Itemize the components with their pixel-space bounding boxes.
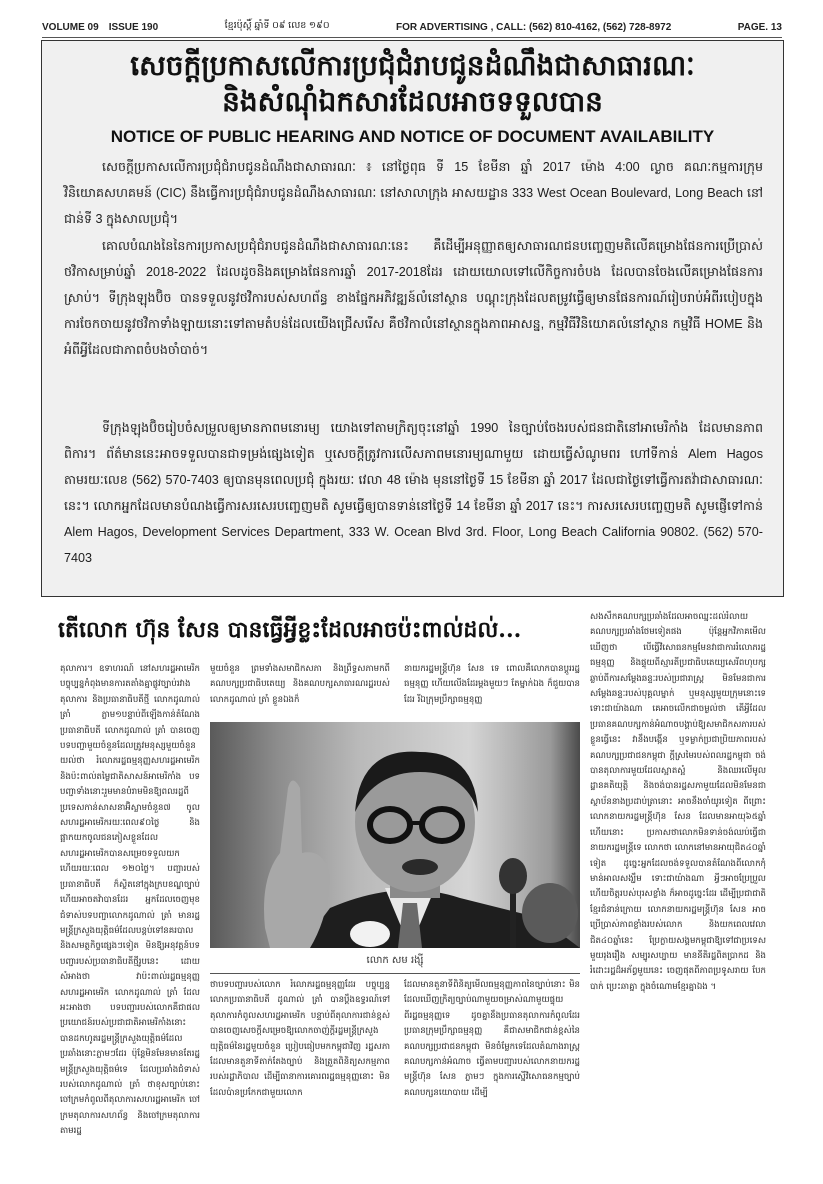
article-text: នាយករដ្ឋមន្ត្រីហ៊ុន សែន ទេ ពោលគឺលោកបានប្តូររដ្ឋធម្មនុញ្ញ ហើយលើងដែរម្តងមួយៗ តែម្នាក់ឯង ក៏ជួយបានដែរ រីឯក្រុមប្រឹក្សាធម្មនុញ្ញ bbox=[404, 664, 580, 705]
issue-label: ISSUE 190 bbox=[108, 22, 159, 33]
notice-paragraph-1: សេចក្តីប្រកាសលើការប្រជុំជំរាបជូនដំណឹងជាសាធារណៈ ៖ នៅថ្ងៃពុធ ទី 15 ខែមីនា ឆ្នាំ 2017 ម៉ោង 4:00 ល្ងាច គណៈកម្មការក្រុមវិនិយោគសហគមន៍ (CIC) នឹងធ្វើការប្រជុំជំរាបជូនដំណឹងសាធារណៈ នៅសាលាក្រុង អាសយដ្ឋាន 333 West Ocean Boulevard, Long Beach នៅជាន់ទី 3 ក្នុងសាលប្រជុំ។ bbox=[64, 160, 763, 226]
article-column-2-bottom bbox=[210, 978, 390, 1101]
article-column-1 bbox=[60, 662, 200, 1140]
article-column-3-bottom bbox=[404, 978, 580, 1101]
notice-title-khmer-line2: និងសំណុំឯកសារដែលអាចទទួលបាន bbox=[222, 85, 603, 118]
article-headline: តើលោក ហ៊ុន សែន បានធ្វើអ្វីខ្លះដែលអាចប៉ះពាល់ដល់... bbox=[58, 617, 522, 643]
article-column-4 bbox=[590, 610, 766, 995]
masthead-left bbox=[42, 22, 158, 33]
volume-label: VOLUME 09 bbox=[42, 22, 99, 33]
article-column-2-top bbox=[210, 662, 390, 708]
notice-paragraph-2: គោលបំណងនៃនៃការប្រកាសប្រជុំជំរាបជូនដំណឹងជាសាធារណៈនេះ គឺដើម្បីអនុញ្ញាតឲ្យសាធារណជនបញ្ចេញមតិលើគម្រោងផែនការប្រើប្រាស់ថវិកាសម្រាប់ឆ្នាំ 2018-2022 ដែលដូចនិងគម្រោងផែនការឆ្នាំ 2017-2018ដែរ ដោយយោលទៅលើកិច្ចការចំបង ដែលបានចែងលើគម្រោងផែនការស្រាប់។ ទីក្រុងឡុងប៊ិច បានទទួលនូវថវិការបស់សហព័ន្ធ ខាងផ្នែកអភិវឌ្ឍន៍លំនៅស្ថាន បណ្តុះក្រុងដែលតម្រូវធ្វើឲ្យមានផែនការណ៍រៀបរាប់អំពីរបៀបក្នុងការចែកចាយនូវថវិកាទាំងឡាយនោះទៅតាមតំបន់ដែលយើងជ្រើសរើស គឺថវិកាលំនៅស្ថានក្នុងភាពអាសន្ន, កម្មវិធីវិនិយោគលំនៅស្ថាន កម្មវិធី HOME និងអំពីអ្វីដែលជាភាពចំបងចាំបាច់។ bbox=[64, 239, 763, 357]
article-photo bbox=[210, 722, 580, 948]
hand-shape bbox=[264, 781, 330, 949]
article-text: សងសឹកគណបក្សប្រឆាំងដែលអាចឈ្នះដល់រំលាយគណបក្សប្រឆាំងថែមទៀតផង ប៉ុន្តែអ្នកវិភាគមើលឃើញថា បើធ្វើវិសោធនកម្មមែនវាជាការរំលោភរដ្ឋធម្មនុញ្ញ និងផ្ទុយពីស្មារតីប្រជាធិបតេយ្យសេរីពហុបក្ស ឆ្លាប់ពីការសម្តែងឆន្ទៈរបស់ប្រជារាស្ត្រ មិនមែនជាការសម្តែងឆន្ទៈរបស់បុគ្គលម្នាក់ ឬមនុស្សមួយក្រុមនោះទេ ទោះជាយ៉ាងណា គេអាចលើកជាចម្ងល់ថា តើអ្វីដែលប្រធានគណបក្សកាន់អំណាចបង្គាប់ឱ្យសមាជិកសភារបស់ខ្លួនធ្វើនេះ វានឹងបង្កើន ឬទម្លាក់ប្រជាប្រិយភាពរបស់គណបក្សប្រជាជនកម្ពុជា ក្តីស្រមៃរបស់ពលរដ្ឋកម្ពុជា ចង់បានតុលាការមួយដែលស្អាតស្អំ និងឈរលើមូលដ្ឋានគតិយុត្តិ និងចង់បានរដ្ឋសភាមួយដែលមិនមែនជាស្ថាប័ននាងប្រដាប់ត្រានោះ អាចនឹងចាំយូរទៀត ពីព្រោះលោកនាយករដ្ឋមន្ត្រីហ៊ុន សែន ដែលមានអាយុ៦៥ឆ្នាំហើយនោះ ប្រកាសថាលោកមិនទាន់ចង់ឈប់ធ្វើជានាយករដ្ឋមន្ត្រីទេ លោកថា លោកនៅមានអាយុជិត៤០ឆ្នាំទៀត ដូច្នេះអ្នកដែលចង់ទទួលបានតំណែងពីលោកកុំមាន់អាលសង្ឃឹម ទោះជាយ៉ាងណា អ្វីៗអាចប្រែប្រួល ហើយចិត្តរបស់បុរសខ្លាំង ក៏អាចដូច្នេះដែរ ដើម្បីប្រជាជាតិខ្មែរជំនាន់ក្រោយ លោកនាយករដ្ឋមន្ត្រីហ៊ុន សែន អាចប្រើប្រាស់ភាពខ្លាំងរបស់លោក និងយកពេលវេលាជិត៤០ឆ្នាំនេះ ប្រែក្លាយសង្គមកម្ពុជាឱ្យទៅជាប្រទេសមួយរុងរឿង សម្បូរសប្បាយ មាននីតិរដ្ឋពិតប្រាកដ និងរំដោះរដ្ឋដ៏អភ័ព្វមួយនេះ ចេញផុតពីភាពប្រទូសរាយ បែកបាក់ ប្រេះឆាគ្នា ក្នុងចំណោមខ្មែរគ្នាឯង ។ bbox=[590, 612, 766, 992]
masthead bbox=[42, 16, 782, 38]
notice-paragraph-3: ទីក្រុងឡុងប៊ិចរៀបចំសម្រួលឲ្យមានភាពមនោរម្យ យោងទៅតាមក្រិត្យចុះនៅឆ្នាំ 1990 នៃច្បាប់ចែងរបស់ជនជាតិនៅអាមេរិកាំង ដែលមានភាពពិការ។ ព័ត៌មាននេះអាចទទួលបានជាទម្រង់ផ្សេងទៀត ឬសេចក្តីត្រូវការលើសភាពមនោរម្យណាមួយ ដោយធ្វើសំណូមពរ ហៅទីកាន់ Alem Hagos តាមរយៈលេខ (562) 570-7403 ឲ្យបានមុនពេលប្រជុំ ក្នុងរយៈ វេលា 48 ម៉ោង មុននៅថ្ងៃទី 15 ខែមីនា ឆ្នាំ 2017 ដែលជាថ្ងៃទៅធ្វើការតវ៉ាជាសាធារណៈនេះ។ លោកអ្នកដែលមានបំណងធ្វើការសរសេរបញ្ចេញមតិ សូមធ្វើឲ្យបានទាន់នៅថ្ងៃទី 14 ខែមីនា ឆ្នាំ 2017 នេះ។ ការសរសេរបញ្ចេញមតិ សូមផ្ញើទៅកាន់ Alem Hagos, Development Services Department, 333 W. Ocean Blvd 3rd. Floor, Long Beach California 90802. (562) 570-7403 bbox=[64, 421, 763, 565]
photo-caption: លោក សម រង្ស៊ី bbox=[210, 953, 580, 974]
photo-illustration bbox=[210, 722, 580, 948]
microphone-white-icon bbox=[350, 921, 390, 947]
article-text: មួយចំនួន ព្រមទាំងសមាជិកសភា និងព្រឹទ្ធសភាមកពីគណបក្សប្រជាធិបតេយ្យ និងគណបក្សសាធារណរដ្ឋរបស់លោកដូណាល់ ត្រាំ ខ្លួនឯងក៏ bbox=[210, 664, 390, 705]
article-text: តុលាការ។ ឧទាហរណ៍ នៅសហរដ្ឋអាមេរិក បច្ចុប្បន្នកំពុងមានការតតាំងគ្នាផ្លូវច្បាប់រវាងតុលាការ និងប្រធានាធិបតីថ្មី លោកដូណាល់ ត្រាំ ភ្លាម១បន្ទាប់ពីឡើងកាន់តំណែងប្រធានាធិបតី លោកដូណាល់ ត្រាំ បានចេញបទបញ្ជាមួយចំនួនដែលត្រូវមនុស្សមួយចំនួនយល់ថា រំលោភរដ្ឋធម្មនុញ្ញសហរដ្ឋអាមេរិក និងប៉ះពាល់តម្លៃជាតិសាសន៍អាមេរិកាំង បទបញ្ជាទាំងនោះរួមមានបំរាមមិនឱ្យពលរដ្ឋពីប្រទេសកាន់សាសនាអ៊ិស្លាមចំនួន៧ ចូលសហរដ្ឋអាមេរិករយៈពេល៩០ថ្ងៃ និងផ្អាកយកចូលជនភៀសខ្លួនដែលសហរដ្ឋអាមេរិកបានសម្រេចទទួលយកហើយរយៈពេល ១២០ថ្ងៃ។ បញ្ជារបស់ប្រធានាធិបតី ក៏ស្ថិតនៅក្នុងក្របខណ្ឌច្បាប់ ហើយអាចតវ៉ាបានដែរ អ្នកដែលចេញមុខជំទាស់បទបញ្ជាលោកដូណាល់ ត្រាំ មានរដ្ឋមន្ត្រីក្រសួងយុត្តិធម៌ដែលបន្តប់ទៅនគរបាល និងសមត្ថកិច្ចផ្សេងៗទៀត មិនឱ្យអនុវត្តន៍បទបញ្ជារបស់ប្រធានាធិបតីថ្មីរូបនេះ ដោយសំអាងថា វាប៉ះពាល់រដ្ឋធម្មនុញ្ញសហរដ្ឋអាមេរិក លោកដូណាល់ ត្រាំ ដែលអះអាងថា បទបញ្ជារបស់លោកគឺជាផលប្រយោជន៍របស់ប្រជាជាតិអាមេរិកាំងនោះ បានដកហូតរដ្ឋមន្ត្រីក្រសួងយុត្តិធម៌ដែលប្រឆាំងនោះភ្លាមៗដែរ ប៉ុន្តែមិនមែនមានតែរដ្ឋមន្ត្រីក្រសួងយុត្តិធម៌ទេ ដែលប្រឆាំងជំទាស់របស់លោកដូណាល់ ត្រាំ ថាខុសច្បាប់នោះ ចៅក្រមកំពូលពីតុលាការសហរដ្ឋអាមេរិក ចៅក្រមតុលាការសហព័ន្ធ និងចៅក្រមតុលាការតាមរដ្ឋ bbox=[60, 664, 200, 1137]
microphone-icon bbox=[499, 858, 527, 894]
notice-title-english: NOTICE OF PUBLIC HEARING AND NOTICE OF DOCUMENT AVAILABILITY bbox=[110, 127, 715, 146]
notice-title-khmer-line1: សេចក្តីប្រកាសលើការប្រជុំជំរាបជូនដំណឹងជាសាធារណៈ bbox=[130, 49, 695, 82]
mouth-shape bbox=[402, 859, 438, 875]
article-text: ថាបទបញ្ជារបស់លោក រំលោភរដ្ឋធម្មនុញ្ញដែរ បច្ចុប្បន្នលោកប្រធានាធិបតី ដូណាល់ ត្រាំ បានប្តឹងឧទ្ធរណ៍ទៅតុលាការកំពូលសហរដ្ឋអាមេរិក បន្ទាប់ពីតុលាការជាន់ខ្ពស់បានចេញសេចក្តីសម្រេចឱ្យលោកចាញ់ក្តីរដ្ឋមន្ត្រីក្រសួងយុត្តិធម៌នៃរដ្ឋមួយចំនួន ប្រៀបធៀបមកកម្ពុជាវិញ រដ្ឋសភាដែលមានតួនាទីតាក់តែងច្បាប់ និងត្រួតពិនិត្យសកម្មភាពរបស់រដ្ឋាភិបាល ដើម្បីធានាការគោរពរដ្ឋធម្មនុញ្ញនោះ មិនដែលប៉ានប្រកែកជាមួយលោក bbox=[210, 980, 390, 1098]
article-column-3-top bbox=[404, 662, 580, 708]
microphone-foam-icon bbox=[522, 883, 578, 943]
article-text: ដែលមានតួនាទីពិនិត្យមើលធម្មនុញ្ញភាពនៃច្បាប់នោះ មិនដែលឃើញក្រិត្យច្បាប់ណាមួយចម្រាស់ណាមួយផ្ទុយពីរដ្ឋធម្មនុញ្ញទេ ដូចគ្នានឹងប្រធានតុលាការកំពូលដែរ ប្រធានក្រុមប្រឹក្សាធម្មនុញ្ញ គឺជាសមាជិកជាន់ខ្ពស់នៃគណបក្សប្រជាជនកម្ពុជា មិនចំម្លែកទេដែលតំណាងរាស្ត្រគណបក្សកាន់អំណាច ធ្វើតាមបញ្ជារបស់លោកនាយករដ្ឋមន្ត្រីហ៊ុន សែន ភ្លាមៗ ក្នុងការស្នើវិសោធនកម្មច្បាប់គណបក្សនយោបាយ ដើម្បី bbox=[404, 980, 580, 1098]
advertising-contact: FOR ADVERTISING , CALL: (562) 810-4162, (562) 728-8972 bbox=[395, 22, 672, 33]
public-notice-box bbox=[41, 40, 784, 597]
khmer-issue-label: ខ្មែរប៉ុស្តិ៍ ឆ្នាំទី ០៩ លេខ ១៩០ bbox=[224, 20, 330, 31]
page-number: PAGE. 13 bbox=[737, 22, 782, 33]
